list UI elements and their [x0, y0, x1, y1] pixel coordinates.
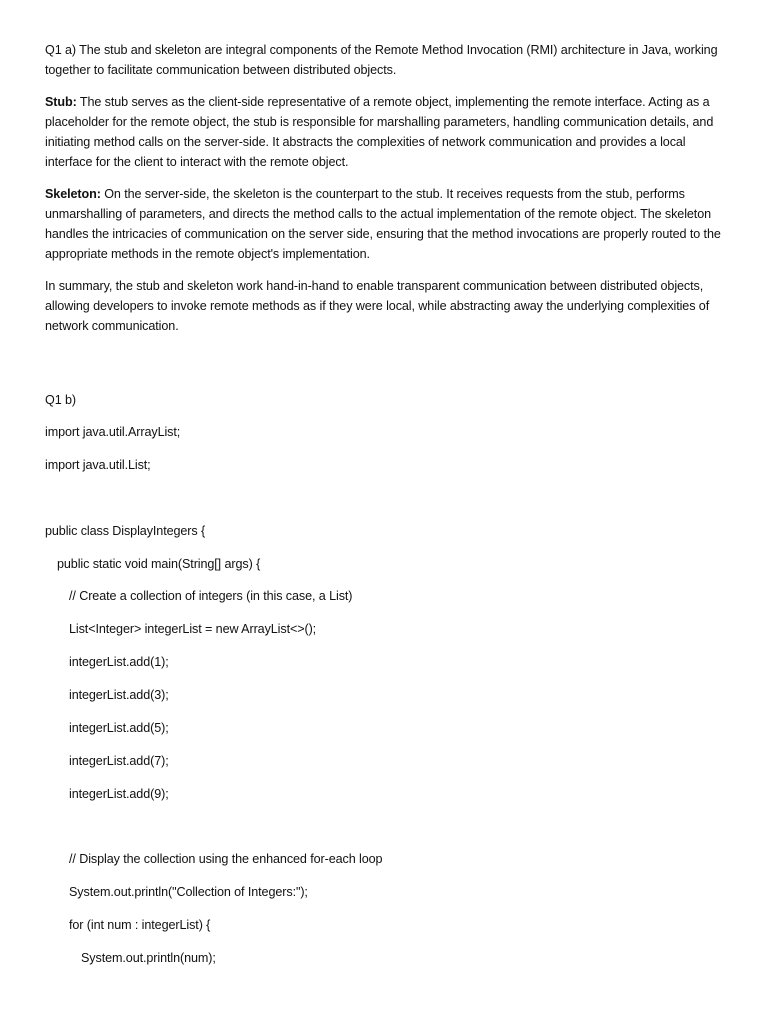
code-line: import java.util.ArrayList;: [45, 425, 181, 439]
summary-paragraph: In summary, the stub and skeleton work hand-in-hand to enable transparent communication between distributed objects, allowing developers to invoke remote methods as if they were local, while abstracting away the underlying complexities of network communication.: [45, 279, 710, 333]
code-line: System.out.println(num);: [81, 951, 216, 965]
code-line: integerList.add(9);: [69, 787, 169, 801]
q1a-intro: Q1 a) The stub and skeleton are integral components of the Remote Method Invocation (RMI) architecture in Java, working together to facilitate communication between distributed objects.: [45, 43, 718, 77]
stub-text: The stub serves as the client-side representative of a remote object, implementing the remote interface. Acting as a placeholder for the remote object, the stub is responsible for marshalling parameters, handling communication details, and initiating method calls on the server-side. It abstracts the complexities of network communication and provides a local interface for the client to interact with the remote object.: [45, 95, 714, 169]
code-line: public static void main(String[] args) {: [57, 557, 261, 571]
code-line: integerList.add(7);: [69, 754, 169, 768]
document-page: [45, 40, 730, 348]
code-comment: // Create a collection of integers (in this case, a List): [69, 589, 353, 603]
code-comment: // Display the collection using the enhanced for-each loop: [69, 852, 383, 866]
skeleton-paragraph: [45, 184, 730, 264]
skeleton-text: On the server-side, the skeleton is the counterpart to the stub. It receives requests from the stub, performs unmarshalling of parameters, and directs the method calls to the actual implementation of the remote object. The skeleton handles the intricacies of communication on the server side, ensuring that the method invocations are properly routed to the appropriate methods in the remote object's implementation.: [45, 187, 721, 261]
code-line: System.out.println("Collection of Integers:");: [69, 885, 308, 899]
stub-label: Stub:: [45, 95, 77, 109]
code-line: for (int num : integerList) {: [69, 918, 211, 932]
code-line: integerList.add(3);: [69, 688, 169, 702]
code-line: public class DisplayIntegers {: [45, 524, 206, 538]
skeleton-label: Skeleton:: [45, 187, 101, 201]
code-line: integerList.add(1);: [69, 655, 169, 669]
code-line: List<Integer> integerList = new ArrayList<>();: [69, 622, 317, 636]
code-line: import java.util.List;: [45, 458, 151, 472]
code-line: integerList.add(5);: [69, 721, 169, 735]
q1b-heading: Q1 b): [45, 393, 76, 407]
stub-paragraph: [45, 92, 730, 172]
